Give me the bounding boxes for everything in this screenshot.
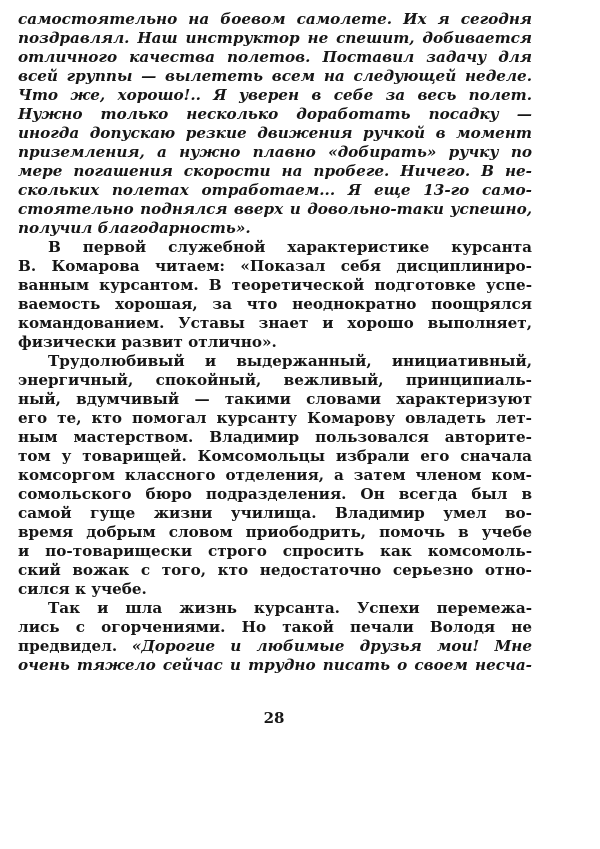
text-line [18, 276, 532, 295]
page-number: 28 [263, 709, 285, 727]
text-line [18, 447, 532, 466]
text-span: и по-товарищески строго спросить как комсомоль- [18, 542, 532, 560]
body-text [18, 10, 532, 675]
text-line [18, 29, 532, 48]
text-line [18, 561, 532, 580]
text-span: отличного качества полетов. Поставил задачу для [18, 48, 532, 66]
text-span: сомольского бюро подразделения. Он всегда был в [18, 485, 532, 503]
text-line [18, 257, 532, 276]
text-line [18, 181, 532, 200]
text-line [18, 523, 532, 542]
text-span: иногда допускаю резкие движения ручкой в момент [18, 124, 532, 142]
text-span: ванным курсантом. В теоретической подготовке успе- [18, 276, 532, 294]
text-line [18, 67, 532, 86]
text-line [18, 200, 532, 219]
text-line [18, 390, 532, 409]
text-span: самостоятельно на боевом самолете. Их я сегодня [18, 10, 532, 28]
text-span: Что же, хорошо!.. Я уверен в себе за весь полет. [18, 86, 532, 104]
text-line [18, 105, 532, 124]
text-span: В первой служебной характеристике курсанта [48, 238, 532, 256]
text-span: всей группы — вылететь всем на следующей неделе. [18, 67, 532, 85]
text-line [18, 10, 532, 29]
text-line [18, 580, 532, 599]
text-line [18, 314, 532, 333]
text-line [18, 428, 532, 447]
text-line [18, 124, 532, 143]
text-span: самой гуще жизни училища. Владимир умел во- [18, 504, 532, 522]
text-span: поздравлял. Наш инструктор не спешит, добивается [18, 29, 532, 47]
text-line [18, 371, 532, 390]
text-span: стоятельно поднялся вверх и довольно-таки успешно, [18, 200, 532, 218]
text-span: комсоргом классного отделения, а затем членом ком- [18, 466, 532, 484]
text-span: В. Комарова читаем: «Показал себя дисциплиниро- [18, 257, 532, 275]
text-line [18, 504, 532, 523]
text-span: Так и шла жизнь курсанта. Успехи перемежа- [48, 599, 532, 617]
text-line [18, 48, 532, 67]
text-span: мере погашения скорости на пробеге. Ничего. В не- [18, 162, 532, 180]
text-span: Нужно только несколько доработать посадку — [18, 105, 532, 123]
text-line [18, 162, 532, 181]
text-line [18, 618, 532, 637]
text-line [18, 86, 532, 105]
text-line [18, 466, 532, 485]
text-line [18, 295, 532, 314]
text-span: энергичный, спокойный, вежливый, принципиаль- [18, 371, 532, 389]
text-line [18, 143, 532, 162]
text-line [18, 238, 532, 257]
text-span: лись с огорчениями. Но такой печали Володя не [18, 618, 532, 636]
text-span: ский вожак с того, кто недостаточно серьезно отно- [18, 561, 532, 579]
text-span: его те, кто помогал курсанту Комарову овладеть лет- [18, 409, 532, 427]
text-span: том у товарищей. Комсомольцы избрали его сначала [18, 447, 532, 465]
text-span: получил благодарность». [18, 219, 251, 237]
text-line [18, 485, 532, 504]
text-span: время добрым словом приободрить, помочь в учебе [18, 523, 532, 541]
text-span-italic: «Дорогие и любимые друзья мои! Мне [131, 637, 533, 655]
text-line [18, 656, 532, 675]
text-line [18, 637, 532, 656]
text-line [18, 409, 532, 428]
text-line [18, 542, 532, 561]
text-span: командованием. Уставы знает и хорошо выполняет, [18, 314, 532, 332]
text-span: физически развит отлично». [18, 333, 277, 351]
text-span: ваемость хорошая, за что неоднократно поощрялся [18, 295, 532, 313]
text-span: ный, вдумчивый — такими словами характеризуют [18, 390, 532, 408]
text-span: предвидел. [18, 637, 118, 655]
text-span: ным мастерством. Владимир пользовался авторите- [18, 428, 532, 446]
text-line [18, 333, 532, 352]
text-span: очень тяжело сейчас и трудно писать о своем несча- [18, 656, 532, 674]
text-span: скольких полетах отработаем... Я еще 13-го само- [18, 181, 532, 199]
text-span: приземления, а нужно плавно «добирать» ручку по [18, 143, 532, 161]
text-span: Трудолюбивый и выдержанный, инициативный, [48, 352, 532, 370]
text-line [18, 352, 532, 371]
text-line [18, 599, 532, 618]
text-line [18, 219, 532, 238]
text-span: сился к учебе. [18, 580, 147, 598]
